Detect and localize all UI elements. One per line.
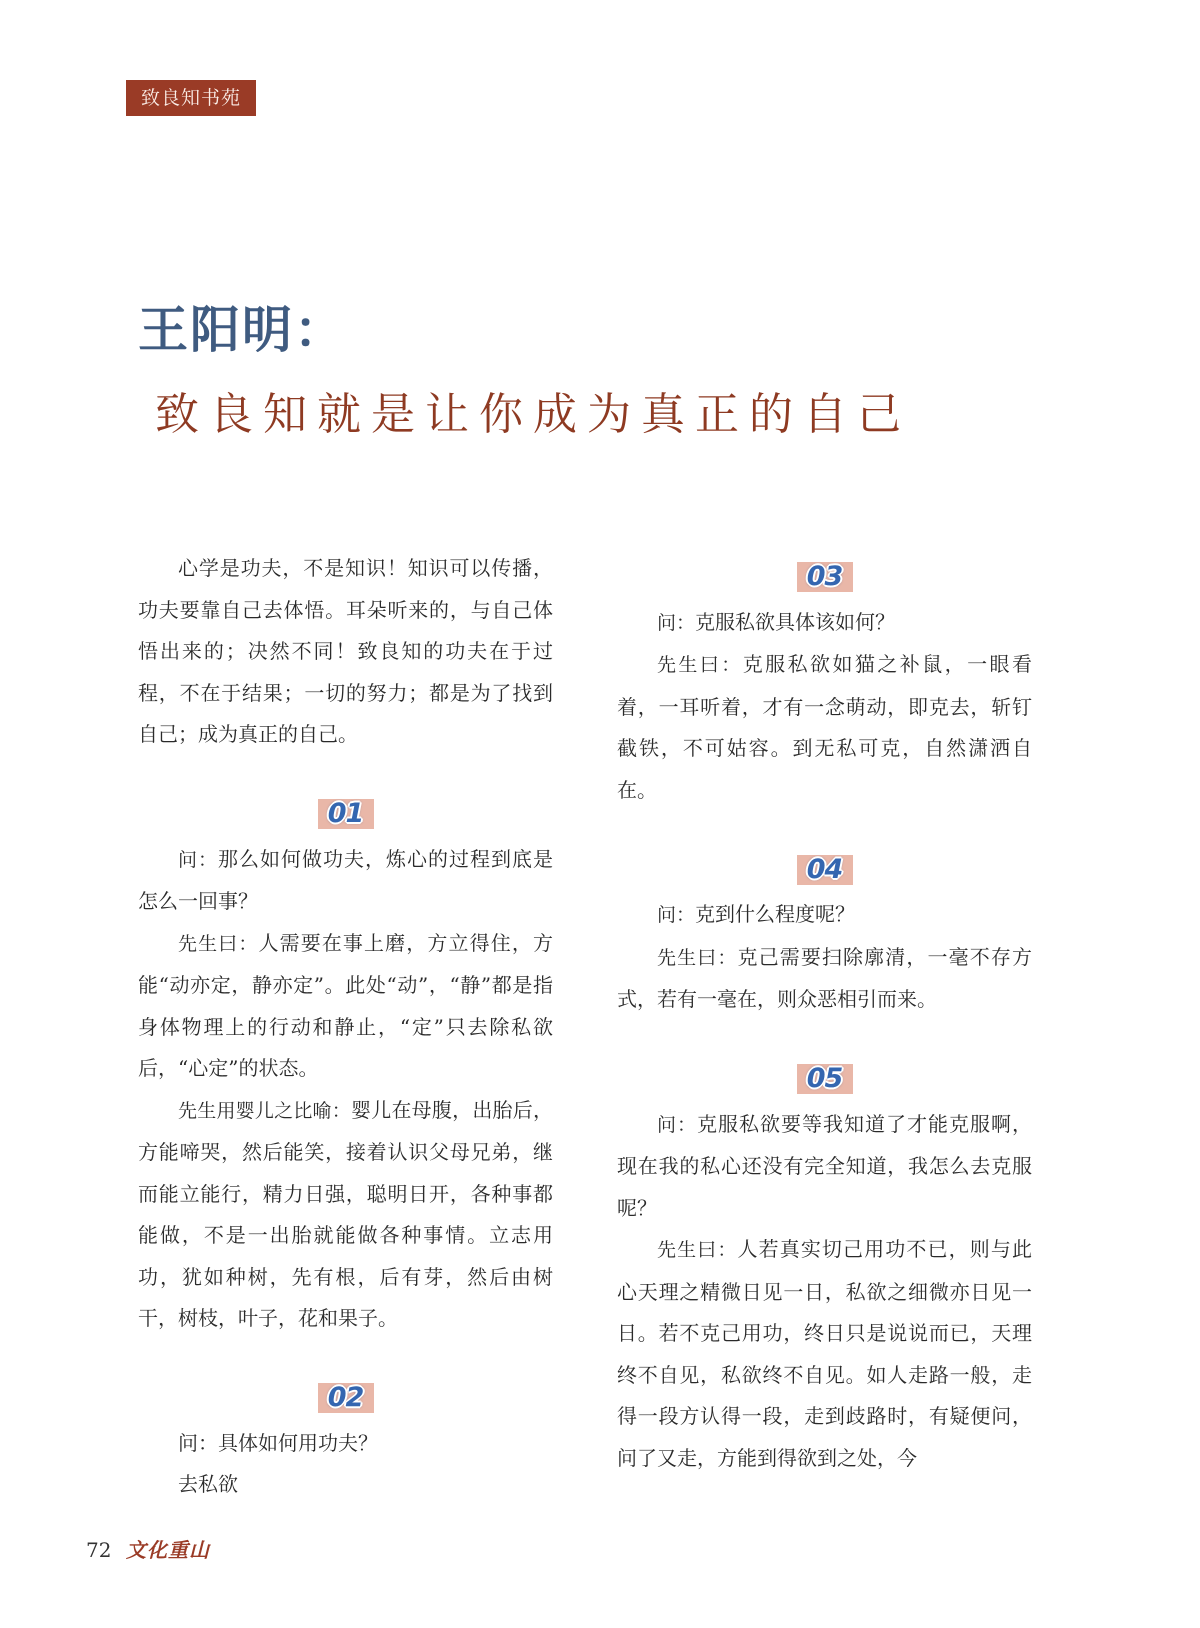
section-05-marker xyxy=(617,1062,1032,1104)
spacer xyxy=(138,1340,553,1382)
section-number: 03 xyxy=(806,561,843,592)
section-number: 02 xyxy=(327,1382,364,1413)
magazine-logo: 文化重山 xyxy=(126,1538,210,1562)
section-01-marker xyxy=(138,797,553,839)
page-number: 72 xyxy=(86,1538,112,1562)
question-label: 问： xyxy=(178,848,218,871)
section-number-badge xyxy=(797,855,853,885)
section-tag: 致良知书苑 xyxy=(126,80,256,116)
spacer xyxy=(138,756,553,798)
answer-label: 先生曰： xyxy=(178,932,259,955)
section-number-badge xyxy=(318,1383,374,1413)
section-number-badge xyxy=(797,1064,853,1094)
article-title-main: 王阳明： xyxy=(138,300,346,359)
answer-label: 先生曰： xyxy=(657,654,743,676)
left-column xyxy=(138,548,553,1506)
section-03-answer xyxy=(617,644,1032,811)
question-text: 克服私欲具体该如何？ xyxy=(695,609,896,634)
answer-text: 克己需要扫除廓清，一毫不存方式，若有一毫在，则众恶相引而来。 xyxy=(617,944,1032,1011)
section-03-marker xyxy=(617,560,1032,602)
section-04-answer xyxy=(617,937,1032,1021)
article-title-sub: 致良知就是让你成为真正的自己 xyxy=(155,389,911,440)
intro-paragraph: 心学是功夫，不是知识！知识可以传播，功夫要靠自己去体悟。耳朵听来的，与自己体悟出来的；决然不同！致良知的功夫在于过程，不在于结果；一切的努力；都是为了找到自己；成为真正的自己。 xyxy=(138,556,553,746)
section-01-question xyxy=(138,839,553,923)
section-number: 05 xyxy=(806,1063,843,1094)
question-text: 克到什么程度呢？ xyxy=(695,902,856,926)
section-number: 01 xyxy=(327,798,364,829)
analogy-text: 婴儿在母腹，出胎后，方能啼哭，然后能笑，接着认识父母兄弟，继而能立能行，精力日强，聪明日开，各种事都能做，不是一出胎就能做各种事情。立志用功，犹如种树，先有根，后有芽，然后由树干，树枝，叶子，花和果子。 xyxy=(138,1097,553,1330)
question-label: 问： xyxy=(657,904,696,926)
question-text: 那么如何做功夫，炼心的过程到底是怎么一回事？ xyxy=(138,846,553,913)
section-02-question: 问：具体如何用功夫？ xyxy=(178,1430,378,1455)
answer-label: 先生曰： xyxy=(657,946,738,969)
section-05-question xyxy=(617,1104,1032,1230)
answer-text: 人需要在事上磨，方立得住，方能“动亦定，静亦定”。此处“动”，“静”都是指身体物理上的行动和静止，“定”只去除私欲后，“心定”的状态。 xyxy=(138,930,553,1080)
right-column xyxy=(617,560,1032,1479)
section-04-marker xyxy=(617,853,1032,895)
section-01-analogy xyxy=(138,1090,553,1340)
answer-text: 克服私欲如猫之补鼠，一眼看着，一耳听着，才有一念萌动，即克去，斩钉截铁，不可姑容。到无私可克，自然潇洒自在。 xyxy=(617,652,1032,802)
answer-text: 人若真实切己用功不已，则与此心天理之精微日见一日，私欲之细微亦日见一日。若不克己用功，终日只是说说而已，天理终不自见，私欲终不自见。如人走路一般，走得一段方认得一段，走到歧路时，有疑便问，问了又走，方能到得欲到之处，今 xyxy=(617,1237,1032,1470)
question-text: 克服私欲要等我知道了才能克服啊，现在我的私心还没有完全知道，我怎么去克服呢？ xyxy=(617,1111,1032,1220)
section-number: 04 xyxy=(806,853,843,885)
question-label: 问： xyxy=(657,611,696,634)
spacer xyxy=(617,1021,1032,1063)
section-04-question xyxy=(617,894,1032,937)
section-03-question xyxy=(617,602,1032,645)
spacer xyxy=(617,811,1032,853)
analogy-label: 先生用婴儿之比喻： xyxy=(178,1099,351,1122)
question-label: 问： xyxy=(657,1113,697,1136)
section-number-badge xyxy=(797,562,853,592)
section-05-answer xyxy=(617,1229,1032,1479)
section-number-badge xyxy=(318,799,374,829)
section-01-answer xyxy=(138,923,553,1090)
answer-label: 先生曰： xyxy=(657,1239,738,1261)
section-02-marker xyxy=(138,1381,553,1423)
section-02-answer: 去私欲 xyxy=(178,1472,238,1496)
